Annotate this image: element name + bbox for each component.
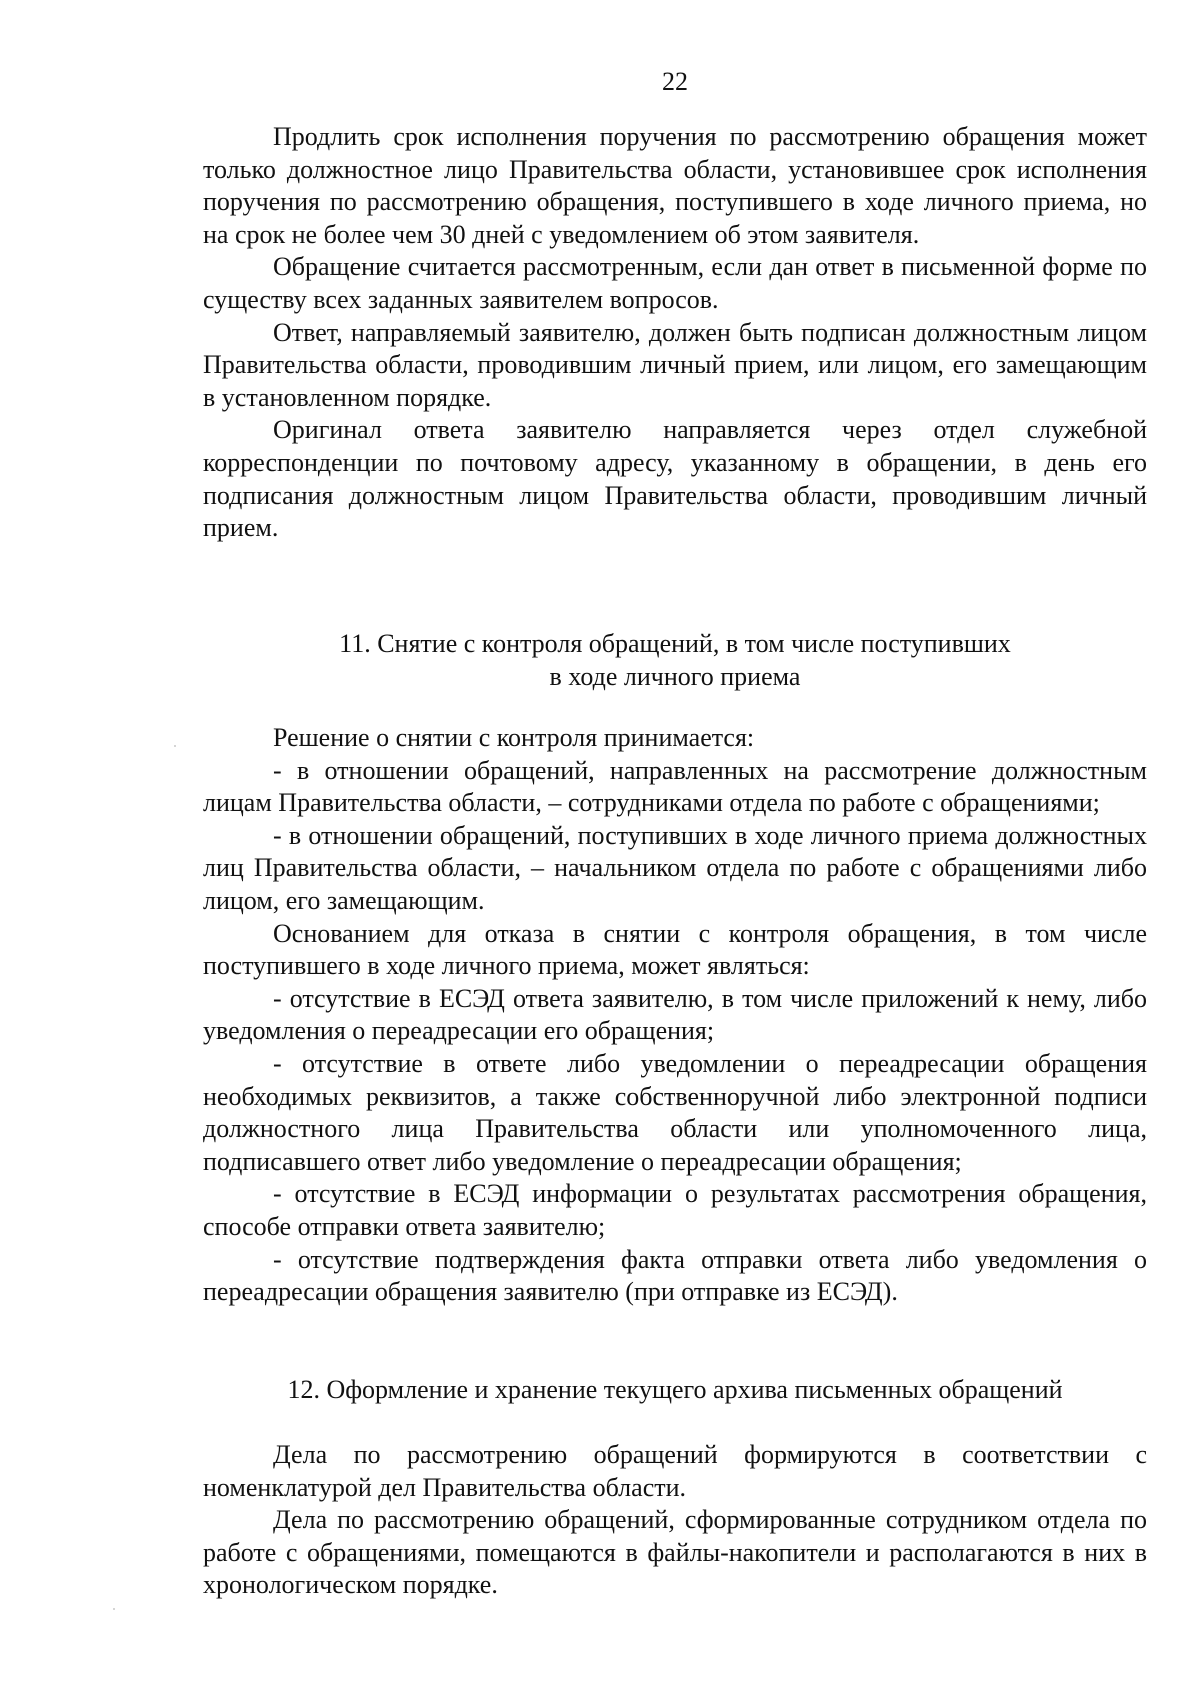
- heading-line: 12. Оформление и хранение текущего архива письменных обращений: [287, 1375, 1063, 1404]
- paragraph: Основанием для отказа в снятии с контроля обращения, в том числе поступившего в ходе личного приема, может являться:: [203, 918, 1147, 981]
- paragraph: Дела по рассмотрению обращений формируются в соответствии с номенклатурой дел Правительства области.: [203, 1440, 1147, 1502]
- page-number: 22: [662, 67, 688, 96]
- section-11-body: [203, 722, 1147, 1309]
- paragraph: Ответ, направляемый заявителю, должен быть подписан должностным лицом Правительства области, проводившим личный прием, или лицом, его замещающим в установленном порядке.: [203, 317, 1147, 412]
- section-11-heading: [203, 628, 1147, 693]
- intro-block: [203, 121, 1147, 545]
- list-item: - в отношении обращений, направленных на рассмотрение должностным лицам Правительства области, – сотрудниками отдела по работе с обращениями;: [203, 755, 1147, 818]
- list-item: - отсутствие в ЕСЭД ответа заявителю, в том числе приложений к нему, либо уведомления о переадресации его обращения;: [203, 983, 1147, 1046]
- list-item: - отсутствие подтверждения факта отправки ответа либо уведомления о переадресации обращения заявителю (при отправке из ЕСЭД).: [203, 1244, 1147, 1307]
- paragraph: Обращение считается рассмотренным, если дан ответ в письменной форме по существу всех заданных заявителем вопросов.: [203, 252, 1147, 314]
- list-item: - в отношении обращений, поступивших в ходе личного приема должностных лиц Правительства области, – начальником отдела по работе с обращениями либо лицом, его замещающим.: [203, 820, 1147, 915]
- list-item: - отсутствие в ЕСЭД информации о результатах рассмотрения обращения, способе отправки ответа заявителю;: [203, 1179, 1147, 1241]
- paragraph: Решение о снятии с контроля принимается:: [273, 723, 755, 752]
- paragraph: Продлить срок исполнения поручения по рассмотрению обращения может только должностное лицо Правительства области, установившее срок исполнения поручения по рассмотрению обращения, поступившего в ходе личного приема, но на срок не более чем 30 дней с уведомлением об этом заявителя.: [203, 122, 1147, 249]
- scan-speck: [174, 745, 176, 747]
- heading-line: в ходе личного приема: [549, 661, 801, 691]
- paragraph: Оригинал ответа заявителю направляется через отдел служебной корреспонденции по почтовому адресу, указанному в обращении, в день его подписания должностным лицом Правительства области, проводившим личный прием.: [203, 415, 1147, 543]
- list-item: - отсутствие в ответе либо уведомлении о переадресации обращения необходимых реквизитов, а также собственноручной либо электронной подписи должностного лица Правительства области или уполномоченного лица, подписавшего ответ либо уведомление о переадресации обращения;: [203, 1048, 1147, 1176]
- heading-line: 11. Снятие с контроля обращений, в том числе поступивших: [339, 629, 1011, 658]
- section-12-heading: [203, 1374, 1147, 1407]
- section-12-body: [203, 1439, 1147, 1602]
- scan-speck: [113, 1608, 115, 1610]
- paragraph: Дела по рассмотрению обращений, сформированные сотрудником отдела по работе с обращениями, помещаются в файлы-накопители и располагаются в них в хронологическом порядке.: [203, 1505, 1147, 1600]
